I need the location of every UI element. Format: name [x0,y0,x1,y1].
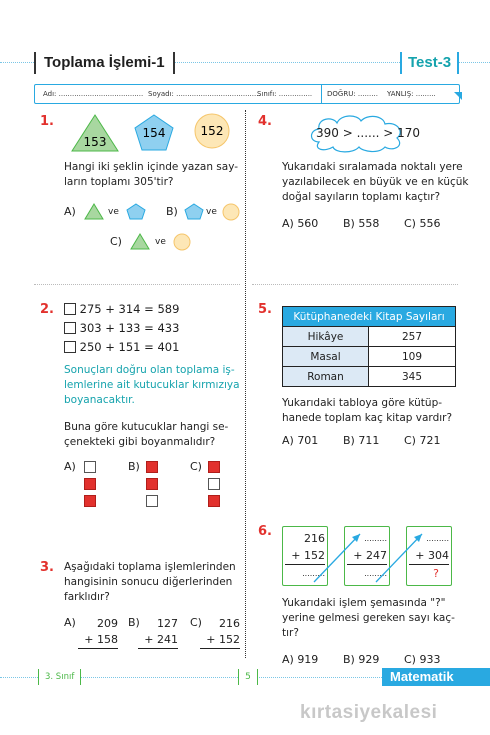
box-red [84,495,96,507]
arrow-icon [314,534,360,582]
box-red [146,461,158,473]
q3-b-sum: 127 + 241 [138,616,178,649]
student-info-bar [34,84,460,104]
q3-option-a[interactable]: A) [64,616,76,629]
test-label: Test-3 [400,52,459,74]
q6-option-c[interactable]: C) 933 [404,653,441,666]
library-table [282,306,456,387]
circle-icon [172,233,192,251]
box-red [84,478,96,490]
table-row: Roman 345 [283,367,456,387]
correct-field[interactable]: DOĞRU: ......... [327,90,378,98]
surname-field[interactable]: Soyadı: ...................................... [148,90,261,98]
q5-option-b[interactable]: B) 711 [343,434,380,447]
box-empty [84,461,96,473]
triangle-number: 153 [83,135,107,149]
q2-equations [64,300,179,357]
q3-option-b[interactable]: B) [128,616,140,629]
calc-2: ......... + 247 ......... [347,530,387,582]
q1-shapes [70,112,240,154]
calc-3: ......... + 304 ? [409,530,449,582]
grade-label: 3. Sınıf [38,669,81,685]
triangle-icon [130,233,150,250]
calc-1: 216 + 152 ......... [285,530,325,582]
pentagon-number: 154 [142,126,166,140]
circle-number: 152 [200,124,224,138]
row-divider-left [34,284,240,285]
triangle-icon [84,203,104,220]
circle-icon [221,203,241,221]
q2-info: Sonuçları doğru olan toplama iş- lemlerine ait kutucuklar kırmızıya boyanacaktır. [64,364,240,406]
name-field[interactable]: Adı: ...................................... [43,90,144,98]
q5-question: Yukarıdaki tabloya göre kütüp- hanede toplam kaç kitap vardır? [282,397,453,424]
equation-row: 303 + 133 = 433 [64,319,179,338]
q5-option-c[interactable]: C) 721 [404,434,441,447]
page-number: 5 [238,669,258,685]
table-title: Kütüphanedeki Kitap Sayıları [283,307,456,327]
box-red [146,478,158,490]
q3-number: 3. [40,560,54,575]
box-empty [146,495,158,507]
q1-number: 1. [40,114,54,129]
checkbox[interactable] [64,341,76,353]
q3-question: Aşağıdaki toplama işlemlerinden hangisinin sonucu diğerlerinden farklıdır? [64,561,236,603]
checkbox[interactable] [64,303,76,315]
q2-question: Buna göre kutucuklar hangi se- çenekteki gibi boyanmalıdır? [64,421,229,448]
q6-question: Yukarıdaki işlem şemasında "?" yerine gelmesi gereken sayı kaç- tır? [282,597,455,639]
q5-number: 5. [258,302,272,317]
watermark: kırtasiyekalesi [300,702,438,723]
q1-text: Hangi iki şeklin içinde yazan say- ların toplamı 305'tir? [64,161,239,188]
q1-option-a[interactable]: A) [64,205,76,218]
table-row: Hikâye 257 [283,327,456,347]
class-field[interactable]: Sınıfı: ............... [257,90,313,98]
q1-c-ve: ve [155,237,166,247]
q2-option-c[interactable]: C) [190,460,202,473]
row-divider-right [252,284,458,285]
q6-number: 6. [258,524,272,539]
q1-a-ve: ve [108,207,119,217]
q3-c-sum: 216 + 152 [200,616,240,649]
q2-option-a[interactable]: A) [64,460,76,473]
q4-question: Yukarıdaki sıralamada noktalı yere yazılabilecek en büyük ve en küçük doğal sayıların toplamı kaçtır? [282,161,469,203]
q5-option-a[interactable]: A) 701 [282,434,319,447]
box-red [208,461,220,473]
q1-option-c[interactable]: C) [110,235,122,248]
q4-number: 4. [258,114,272,129]
q4-option-c[interactable]: C) 556 [404,217,441,230]
q1-b-ve: ve [206,207,217,217]
arrows [300,520,450,590]
page-title: Toplama İşlemi-1 [34,52,175,74]
pentagon-icon [126,203,146,220]
q6-option-b[interactable]: B) 929 [343,653,380,666]
table-row: Masal 109 [283,347,456,367]
box-empty [208,478,220,490]
q4-option-b[interactable]: B) 558 [343,217,380,230]
equation-row: 250 + 151 = 401 [64,338,179,357]
checkbox[interactable] [64,322,76,334]
q2-number: 2. [40,302,54,317]
pentagon-icon [184,203,204,220]
q3-a-sum: 209 + 158 [78,616,118,649]
arrow-icon [376,534,422,582]
equation-row: 275 + 314 = 589 [64,300,179,319]
subject-tag: Matematik [382,668,490,686]
q1-option-b[interactable]: B) [166,205,178,218]
column-divider [245,110,246,658]
q6-option-a[interactable]: A) 919 [282,653,319,666]
box-red [208,495,220,507]
cloud-text: 390 > ...... > 170 [316,126,421,140]
q2-option-b[interactable]: B) [128,460,140,473]
wrong-field[interactable]: YANLIŞ: ......... [387,90,436,98]
q4-option-a[interactable]: A) 560 [282,217,319,230]
q3-option-c[interactable]: C) [190,616,202,629]
corner-mark [454,92,462,100]
